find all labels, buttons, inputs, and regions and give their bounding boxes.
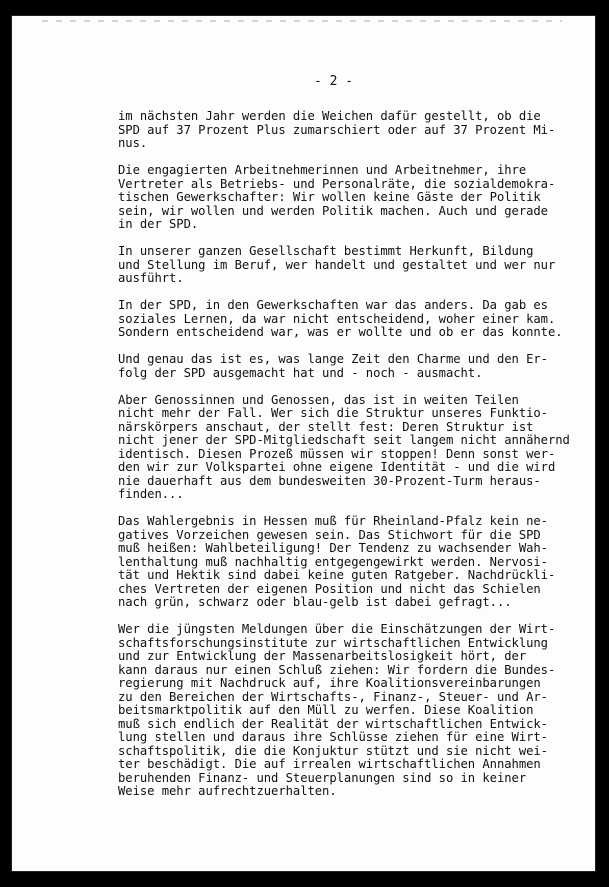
text-line: lung stellen und daraus ihre Schlüsse ziehen für eine Wirt- [118, 730, 548, 744]
text-line: identisch. Diesen Prozeß müssen wir stoppen! Denn sonst wer- [118, 446, 556, 461]
text-line: beitsmarktpolitik auf den Müll zu werfen. Diese Koalition [118, 703, 534, 717]
text-line: schaftspolitik, die die Konjuktur stützt und sie nicht wei- [118, 743, 548, 758]
text-line: SPD auf 37 Prozent Plus zumarschiert oder auf 37 Prozent Mi- [118, 122, 556, 137]
text-line: tischen Gewerkschafter: Wir wollen keine Gäste der Politik [118, 190, 541, 204]
paragraph [118, 245, 588, 286]
text-line: regierung mit Nachdruck auf, ihre Koalitionsvereinbarungen [118, 676, 541, 690]
paragraph [118, 394, 588, 502]
text-line: in der SPD. [118, 217, 199, 231]
text-line: Vertreter als Betriebs- und Personalräte, die sozialdemokra- [118, 176, 556, 191]
text-line: Aber Genossinnen und Genossen, das ist in weiten Teilen [118, 392, 519, 407]
text-line: zu den Bereichen der Wirtschafts-, Finanz-, Steuer- und Ar- [118, 689, 548, 704]
text-line: Das Wahlergebnis in Hessen muß für Rheinland-Pfalz kein ne- [118, 514, 548, 528]
text-line: kann daraus nur einen Schluß ziehen: Wir fordern die Bundes- [118, 662, 556, 677]
text-line: närskörpers anschaut, der stellt fest: Deren Struktur ist [118, 419, 534, 434]
text-line: In unserer ganzen Gesellschaft bestimmt Herkunft, Bildung [118, 244, 534, 258]
text-line: nach grün, schwarz oder blau-gelb ist dabei gefragt... [118, 595, 512, 609]
text-line: Wer die jüngsten Meldungen über die Einschätzungen der Wirt- [118, 622, 556, 636]
text-line: lenthaltung muß nachhaltig entgegengewirkt werden. Nervosi- [118, 554, 548, 569]
text-line: und zur Entwicklung der Massenarbeitslosigkeit hört, der [118, 649, 527, 663]
text-line: und Stellung im Beruf, wer handelt und gestaltet und wer nur [118, 257, 556, 272]
paragraph [118, 110, 588, 151]
text-line: den wir zur Volkspartei ohne eigene Identität - und die wird [118, 460, 556, 474]
document-body [118, 110, 588, 812]
text-line: soziales Lernen, da war nicht entscheidend, woher einer kam. [118, 311, 556, 326]
text-line: ter beschädigt. Die auf irrealen wirtschaftlichen Annahmen [118, 757, 541, 771]
paragraph [118, 623, 588, 799]
text-line: ausführt. [118, 271, 184, 285]
text-line: Sondern entscheidend war, was er wollte und ob er das konnte. [118, 325, 563, 339]
text-line: Weise mehr aufrechtzuerhalten. [118, 784, 337, 798]
text-line: ches Vertreten der eigenen Position und nicht das Schielen [118, 581, 541, 596]
paragraph [118, 164, 588, 232]
paragraph [118, 515, 588, 610]
text-line: tät und Hektik sind dabei keine guten Ratgeber. Nachdrückli- [118, 568, 556, 582]
text-line: folg der SPD ausgemacht hat und - noch - ausmacht. [118, 365, 483, 380]
text-line: Die engagierten Arbeitnehmerinnen und Arbeitnehmer, ihre [118, 163, 527, 177]
text-line: In der SPD, in den Gewerkschaften war das anders. Da gab es [118, 298, 548, 312]
text-line: muß heißen: Wahlbeteiligung! Der Tendenz zu wachsender Wah- [118, 541, 548, 555]
document-page [12, 16, 595, 871]
text-line: sein, wir wollen und werden Politik machen. Auch und gerade [118, 203, 548, 218]
text-line: beruhenden Finanz- und Steuerplanungen sind so in keiner [118, 770, 527, 785]
text-line: gatives Vorzeichen gewesen sein. Das Stichwort für die SPD [118, 527, 541, 542]
paragraph [118, 299, 588, 340]
text-line: Und genau das ist es, was lange Zeit den Charme und den Er- [118, 352, 548, 366]
text-line: finden... [118, 487, 184, 501]
text-line: nus. [118, 136, 148, 150]
text-line: schaftsforschungsinstitute zur wirtschaftlichen Entwicklung [118, 635, 548, 650]
text-line: nicht jener der SPD-Mitgliedschaft seit langem nicht annähernd [118, 433, 570, 447]
page-number: - 2 - [314, 74, 354, 89]
paragraph [118, 353, 588, 380]
text-line: muß sich endlich der Realität der wirtschaftlichen Entwick- [118, 716, 548, 731]
scan-artifact [42, 20, 562, 22]
text-line: nicht mehr der Fall. Wer sich die Struktur unseres Funktio- [118, 406, 548, 420]
text-line: nie dauerhaft aus dem bundesweiten 30-Prozent-Turm heraus- [118, 473, 541, 488]
text-line: im nächsten Jahr werden die Weichen dafür gestellt, ob die [118, 109, 541, 123]
